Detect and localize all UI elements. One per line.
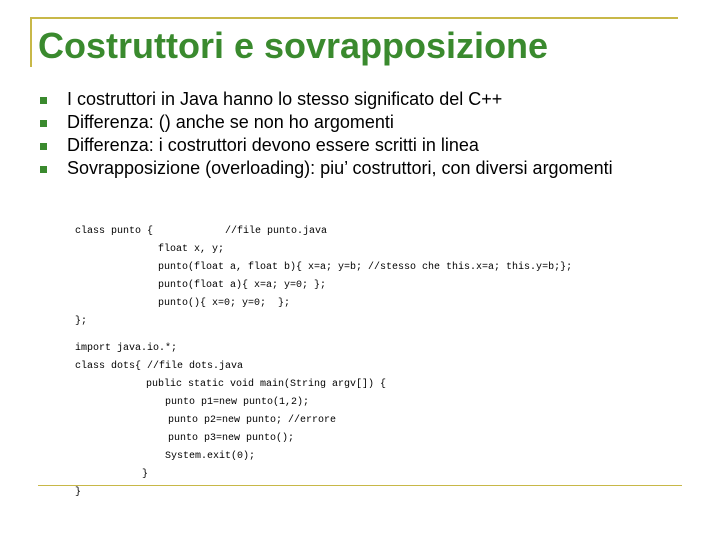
code-line: class dots{ //file dots.java [75, 361, 244, 372]
bullet-text: Differenza: () anche se non ho argomenti [67, 112, 394, 132]
code-line: punto(float a, float b){ x=a; y=b; //stesso che this.x=a; this.y=b;}; [158, 262, 573, 273]
square-bullet-icon [40, 143, 47, 150]
code-line: float x, y; [158, 244, 225, 255]
bullet-text: I costruttori in Java hanno lo stesso significato del C++ [67, 89, 503, 109]
code-line: punto(float a){ x=a; y=0; }; [158, 280, 327, 291]
frame-left-rule [30, 17, 32, 67]
code-line: } [142, 469, 149, 480]
code-line: punto(){ x=0; y=0; }; [158, 298, 291, 309]
code-line: punto p3=new punto(); [168, 433, 295, 444]
code-line: class punto { //file punto.java [75, 226, 328, 237]
bullet-text: Differenza: i costruttori devono essere scritti in linea [67, 135, 479, 155]
bullet-item [40, 88, 660, 111]
slide-title: Costruttori e sovrapposizione [38, 25, 549, 66]
code-line: System.exit(0); [165, 451, 256, 462]
square-bullet-icon [40, 97, 47, 104]
code-line: public static void main(String argv[]) { [146, 379, 387, 390]
bullet-list [40, 88, 660, 180]
code-line: } [75, 487, 82, 498]
code-line: import java.io.*; [75, 343, 178, 354]
square-bullet-icon [40, 166, 47, 173]
code-line: }; [75, 316, 88, 327]
square-bullet-icon [40, 120, 47, 127]
bullet-item [40, 111, 660, 134]
bullet-text: Sovrapposizione (overloading): piu’ costruttori, con diversi argomenti [67, 158, 613, 178]
bottom-rule [38, 485, 682, 486]
bullet-item [40, 134, 660, 157]
code-line: punto p2=new punto; //errore [168, 415, 337, 426]
frame-top-rule [30, 17, 678, 19]
bullet-item [40, 157, 660, 180]
code-line: punto p1=new punto(1,2); [165, 397, 310, 408]
